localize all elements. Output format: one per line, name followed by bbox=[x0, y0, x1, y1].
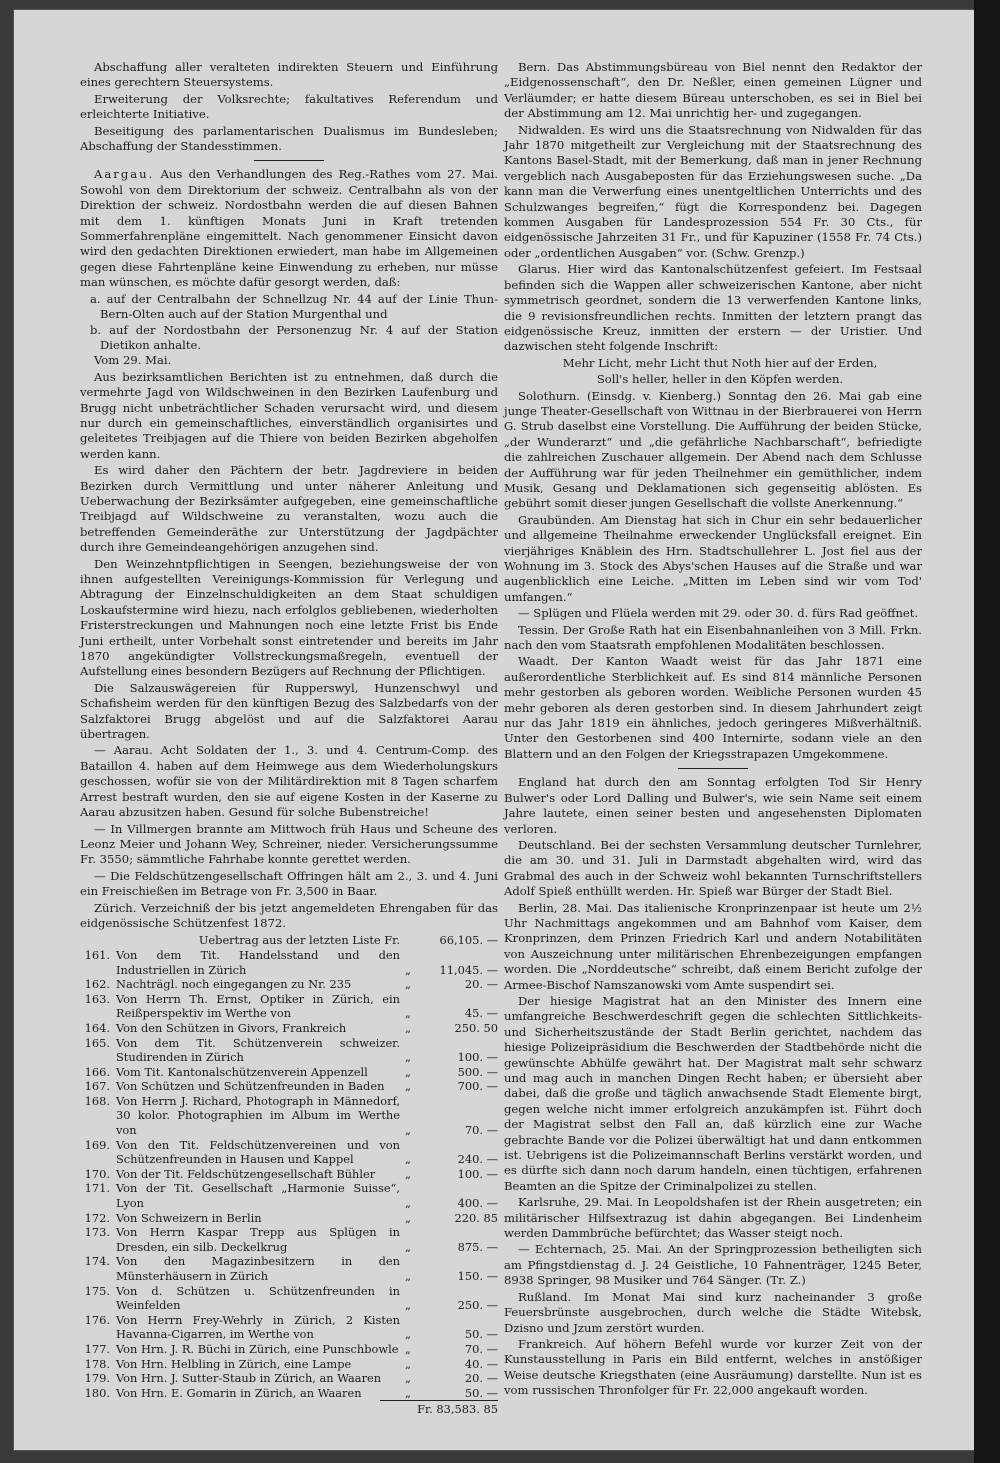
gift-amount: 150. — bbox=[457, 1269, 498, 1283]
gift-row bbox=[80, 1284, 498, 1313]
gift-amount: 250. 50 bbox=[454, 1020, 498, 1035]
gift-donor: Von Hrn. E. Gomarin in Zürich, an Waaren bbox=[116, 1385, 362, 1400]
gift-number: 177. bbox=[84, 1341, 110, 1356]
article-england: England hat durch den am Sonntag erfolgten Tod Sir Henry Bulwer's oder Lord Dalling und Bulwer's, wie sein Name seit einem Jahre lautete, einen seiner besten und angesehensten Diplomaten verloren. bbox=[504, 775, 922, 836]
gift-row bbox=[80, 1021, 498, 1036]
station-list bbox=[80, 292, 498, 354]
gift-number: 173. bbox=[84, 1225, 110, 1240]
gift-number: 175. bbox=[84, 1283, 110, 1298]
program-point-taxes: Abschaffung aller veralteten indirekten Steuern und Einführung eines gerechtern Steuersystems. bbox=[80, 60, 498, 90]
gift-row bbox=[80, 1371, 498, 1386]
article-nidwalden: Nidwalden. Es wird uns die Staatsrechnung von Nidwalden für das Jahr 1870 mitgetheilt zur Vergleichung mit der Staatsrechnung des Kantons Basel-Stadt, mit der Bemerkung, daß man in jener Rechnung vergeblich nach Ausgabeposten für das Erziehungswesen suche. „Da kann man die Verwerfung eines unentgeltlichen Unterrichts und des Schulzwanges begreifen,“ fügt die Korrespondenz bei. Dagegen kommen Ausgaben für Landesprozession 554 Fr. 30 Cts., für eidgenössische Jahrzeiten 31 Fr., und für Kapuziner (1558 Fr. 74 Cts.) oder „ordentlichen Ausgaben“ vor. (Schw. Grenzp.) bbox=[504, 122, 922, 260]
article-salz: Die Salzauswägereien für Rupperswyl, Hunzenschwyl und Schafisheim werden für den künftigen Bezug des Salzbedarfs von der Salzfaktorei Brugg abgelöst und auf die Salzfaktorei Aarau übertragen. bbox=[80, 680, 498, 742]
article-deutschland: Deutschland. Bei der sechsten Versammlung deutscher Turnlehrer, die am 30. und 31. Juli in Darmstadt abgehalten wird, wird das Grabmal des auch in der Schweiz wohl bekannten Turnschriftstellers Adolf Spieß enthüllt werden. Hr. Spieß war Bürger der Stadt Biel. bbox=[504, 837, 922, 899]
gifts-total: Fr. 83,583. 85 bbox=[380, 1400, 498, 1417]
gift-row bbox=[80, 1167, 498, 1182]
gift-donor: Von d. Schützen u. Schützenfreunden in Weinfelden bbox=[116, 1283, 400, 1313]
station-item-a: a. auf der Centralbahn der Schnellzug Nr. 44 auf der Linie Thun-Bern-Olten auch auf der Station Murgenthal und bbox=[90, 291, 498, 322]
article-graubuenden: Graubünden. Am Dienstag hat sich in Chur ein sehr bedauerlicher und allgemeine Theilnahme erweckender Unglücksfall ereignet. Ein vierjähriges Knäblein des Hrn. Stadtschullehrer L. Jost fiel aus der Wohnung im 3. Stock des Abys'schen Hauses auf die Straße und war augenblicklich eine Leiche. „Mitten im Leben sind wir vom Tod' umfangen.“ bbox=[504, 512, 922, 604]
newspaper-page bbox=[14, 10, 976, 1450]
gift-ditto: „ bbox=[405, 977, 411, 992]
gift-number: 167. bbox=[84, 1079, 110, 1094]
gift-row bbox=[80, 948, 498, 977]
article-bern: Bern. Das Abstimmungsbüreau von Biel nennt den Redaktor der „Eidgenossenschaft“, den Dr. Neßler, einen gemeinen Lügner und Verläumder; er hatte diesem Büreau unterschoben, es sei in Biel bei der Abstimmung am 12. Mai unrichtig her- und zugegangen. bbox=[504, 60, 922, 121]
gifts-carry-amount: 66,105. — bbox=[439, 933, 498, 948]
gift-number: 165. bbox=[84, 1035, 110, 1050]
gift-row bbox=[80, 977, 498, 992]
gift-amount: 250. — bbox=[457, 1298, 498, 1313]
gift-number: 168. bbox=[84, 1093, 110, 1108]
article-aarau: — Aarau. Acht Soldaten der 1., 3. und 4. Centrum-Comp. des Bataillon 4. haben auf dem Heimwege aus dem Wiederholungskurs geschossen, wofür sie von der Militärdirektion mit 8 Tagen scharfem Arrest bestraft wurden, den sie auf eigene Kosten in der Kaserne zu Aarau abzusitzen haben. Gesund für solche Bubenstreiche! bbox=[80, 743, 498, 820]
gift-donor: Von dem Tit. Schützenverein schweizer. Studirenden in Zürich bbox=[116, 1035, 400, 1065]
gift-row bbox=[80, 1079, 498, 1094]
gift-amount: 11,045. — bbox=[439, 962, 498, 977]
gift-row bbox=[80, 1181, 498, 1210]
inscription-line-2: Soll's heller, heller in den Köpfen werden. bbox=[596, 372, 844, 387]
gift-row bbox=[80, 1313, 498, 1342]
gift-number: 170. bbox=[84, 1166, 110, 1181]
gift-donor: Nachträgl. noch eingegangen zu Nr. 235 bbox=[116, 977, 352, 992]
gift-ditto: „ bbox=[405, 1079, 411, 1094]
gift-donor: Von dem Tit. Handelsstand und den Industriellen in Zürich bbox=[116, 947, 400, 977]
gift-ditto: „ bbox=[405, 1239, 411, 1254]
gift-row bbox=[80, 1225, 498, 1254]
section-divider bbox=[254, 160, 324, 161]
gift-row bbox=[80, 1138, 498, 1167]
article-karlsruhe: Karlsruhe, 29. Mai. In Leopoldshafen ist der Rhein ausgetreten; ein militärischer Hilfsextrazug ist dahin abgegangen. Bei Lindenheim werden Dammbrüche befürchtet; das Wasser steigt noch. bbox=[504, 1195, 922, 1241]
gift-amount: 100. — bbox=[457, 1050, 498, 1065]
gift-ditto: „ bbox=[405, 1385, 411, 1400]
gift-number: 171. bbox=[84, 1181, 110, 1196]
gift-ditto: „ bbox=[405, 1356, 411, 1371]
article-echternach: — Echternach, 25. Mai. An der Springprozession betheiligten sich am Pfingstdienstag d. J. 24 Geistliche, 10 Fahnenträger, 1245 Beter, 8938 Springer, 98 Musiker und 764 Sänger. (Tr. Z.) bbox=[504, 1242, 922, 1288]
article-waadt: Waadt. Der Kanton Waadt weist für das Jahr 1871 eine außerordentliche Sterblichkeit auf. Es sind 814 männliche Personen mehr gestorben als geboren worden. Weibliche Personen wurden 45 mehr geboren als deren gestorben sind. In diesem Jahrhundert zeigt nur das Jahr 1819 ein ähnliches, jedoch geringeres Mißverhältniß. Unter den Gestorbenen sind 400 Internirte, sodann viele an den Blattern und an den Folgen der Kriegsstrapazen Umgekommene. bbox=[504, 654, 922, 761]
gift-ditto: „ bbox=[405, 1006, 411, 1021]
article-spluegen: — Splügen und Flüela werden mit 29. oder 30. d. fürs Rad geöffnet. bbox=[518, 606, 919, 621]
gift-ditto: „ bbox=[405, 1371, 411, 1386]
gift-row bbox=[80, 1211, 498, 1226]
gift-ditto: „ bbox=[405, 1123, 411, 1138]
gift-number: 174. bbox=[84, 1254, 110, 1269]
gift-number: 169. bbox=[84, 1137, 110, 1152]
gift-number: 180. bbox=[84, 1385, 110, 1400]
program-point-rights: Erweiterung der Volksrechte; fakultatives Referendum und erleichterte Initiative. bbox=[80, 91, 498, 122]
article-offringen: — Die Feldschützengesellschaft Offringen hält am 2., 3. und 4. Juni ein Freischießen im Betrage von Fr. 3,500 in Baar. bbox=[80, 868, 498, 899]
gift-row bbox=[80, 1342, 498, 1357]
gift-donor: Von Hrn. Helbling in Zürich, eine Lampe bbox=[116, 1356, 352, 1371]
gift-number: 161. bbox=[84, 947, 110, 962]
gift-donor: Von den Schützen in Givors, Frankreich bbox=[116, 1020, 347, 1035]
gift-ditto: „ bbox=[405, 1210, 411, 1225]
gift-amount: 50. — bbox=[464, 1385, 498, 1400]
gift-number: 172. bbox=[84, 1210, 110, 1225]
article-tessin: Tessin. Der Große Rath hat ein Eisenbahnanleihen von 3 Mill. Frkn. nach den vom Staatsrath empfohlenen Modalitäten beschlossen. bbox=[504, 622, 922, 653]
gift-row bbox=[80, 1094, 498, 1138]
article-glarus: Glarus. Hier wird das Kantonalschützenfest gefeiert. Im Festsaal befinden sich die Wappen aller schweizerischen Kantone, aber nicht symmetrisch geordnet, sondern die 13 verwerfenden Kantone links, die 9 revisionsfreundlichen rechts. Inmitten der letztern prangt das eidgenössische Kreuz, inmitten der erstern — der Uristier. Und dazwischen steht folgende Inschrift: bbox=[504, 262, 922, 354]
gift-donor: Von Herrn Frey-Wehrly in Zürich, 2 Kisten Havanna-Cigarren, im Werthe von bbox=[116, 1312, 400, 1342]
gift-donor: Von der Tit. Gesellschaft „Harmonie Suisse“, Lyon bbox=[116, 1181, 400, 1211]
gifts-carry-row bbox=[80, 933, 498, 948]
gift-number: 163. bbox=[84, 991, 110, 1006]
gift-number: 179. bbox=[84, 1371, 110, 1386]
gift-amount: 45. — bbox=[464, 1006, 498, 1021]
gift-ditto: „ bbox=[405, 1166, 411, 1181]
gift-number: 162. bbox=[84, 977, 110, 992]
gift-amount: 70. — bbox=[464, 1123, 498, 1138]
right-column bbox=[504, 60, 922, 1400]
gift-amount: 100. — bbox=[457, 1166, 498, 1181]
gift-donor: Von Hrn. J. R. Büchi in Zürich, eine Punschbowle bbox=[116, 1341, 399, 1356]
gift-donor: Von Herrn Th. Ernst, Optiker in Zürich, ein Reißperspektiv im Werthe von bbox=[116, 991, 400, 1021]
gift-row bbox=[80, 1065, 498, 1080]
gift-ditto: „ bbox=[405, 1064, 411, 1079]
gift-row bbox=[80, 992, 498, 1021]
gift-number: 178. bbox=[84, 1356, 110, 1371]
gift-donor: Von Schützen und Schützenfreunden in Baden bbox=[116, 1079, 385, 1094]
article-frankreich: Frankreich. Auf höhern Befehl wurde vor kurzer Zeit von der Kunstausstellung in Paris ein Bild entfernt, welches in anstößiger Weise deutsche Kriegsthaten (eine Ausräumung) darstellte. Nun ist es vom russischen Thronfolger für Fr. 22,000 angekauft worden. bbox=[504, 1336, 922, 1398]
gift-amount: 20. — bbox=[464, 977, 498, 992]
gift-donor: Von Hrn. J. Sutter-Staub in Zürich, an Waaren bbox=[116, 1371, 382, 1386]
gifts-rows bbox=[80, 948, 498, 1400]
gift-ditto: „ bbox=[405, 1298, 411, 1313]
gift-number: 166. bbox=[84, 1064, 110, 1079]
article-weinzehnt: Den Weinzehntpflichtigen in Seengen, beziehungsweise der von ihnen aufgestellten Vereinigungs-Kommission für Verlegung und Abtragung der Einzelnschuldigkeiten an dem Staat schuldigen Loskaufstermine wird hiezu, nach erfolglos gebliebenen, wiederholten Fristerstreckungen und Mahnungen noch eine letzte Frist bis Ende Juni ertheilt, unter Vorbehalt sonst eintretender und bereits im Jahr 1870 angekündigter Vollstreckungsmaßregeln, eventuell der Aufstellung eines besondern Bezügers auf Rechnung der Pflichtigen. bbox=[80, 556, 498, 679]
article-aargau-heading: Aargau. bbox=[94, 167, 155, 182]
article-russland: Rußland. Im Monat Mai sind kurz nacheinander 3 große Feuersbrünste ausgebrochen, durch welche die Städte Witebsk, Dzisno und Jzum zerstört wurden. bbox=[504, 1289, 922, 1335]
gift-amount: 500. — bbox=[457, 1064, 498, 1079]
article-treibjagd: Es wird daher den Pächtern der betr. Jagdreviere in beiden Bezirken durch Vermittlung und unter näherer Anleitung und Ueberwachung der Bezirksämter aufgegeben, eine gemeinschaftliche Treibjagd auf Wildschweine zu veranstalten, wozu auch die betreffenden Gemeinderäthe zur Unterstützung der Jagdpächter durch ihre Gemeindeangehörigen anzugehen sind. bbox=[80, 463, 498, 555]
gift-amount: 70. — bbox=[464, 1341, 498, 1356]
gift-donor: Von Herrn J. Richard, Photograph in Männedorf, 30 kolor. Photographien im Album im Werthe von bbox=[116, 1093, 400, 1138]
article-aargau-text: Aus den Verhandlungen des Reg.-Rathes vom 27. Mai. Sowohl von dem Direktorium der schweiz. Centralbahn als von der Direktion der schweiz. Nordostbahn werden die auf diesen Bahnen mit dem 1. künftigen Monats Juni in Kraft tretenden Sommerfahrenpläne eingemittelt. Nach genommener Einsicht davon wird den gedachten Direktionen erwiedert, man habe im Allgemeinen gegen diese Fahrtenpläne keine Einwendung zu erheben, nur müsse man wünschen, es möchte dafür gesorgt werden, daß: bbox=[80, 167, 498, 290]
article-aargau bbox=[80, 167, 498, 290]
article-zurich-intro: Zürich. Verzeichniß der bis jetzt angemeldeten Ehrengaben für das eidgenössische Schützenfest 1872. bbox=[80, 900, 498, 930]
gift-amount: 220. 85 bbox=[454, 1210, 498, 1225]
gift-amount: 700. — bbox=[457, 1079, 498, 1094]
gift-row bbox=[80, 1357, 498, 1372]
gift-donor: Von den Magazinbesitzern in den Münsterhäusern in Zürich bbox=[116, 1254, 400, 1283]
station-item-b: b. auf der Nordostbahn der Personenzug Nr. 4 auf der Station Dietikon anhalte. bbox=[90, 322, 498, 352]
gift-donor: Vom Tit. Kantonalschützenverein Appenzell bbox=[116, 1064, 368, 1079]
gift-ditto: „ bbox=[405, 1020, 411, 1035]
gift-amount: 240. — bbox=[457, 1152, 498, 1167]
gift-donor: Von der Tit. Feldschützengesellschaft Bühler bbox=[116, 1166, 376, 1181]
article-berlin-magistrat: Der hiesige Magistrat hat an den Minister des Innern eine umfangreiche Beschwerdeschrift gegen die schlechten Sittlichkeits- und Sicherheitszustände der Stadt Berlin gerichtet, nachdem das hiesige Polizeipräsidium die Beschwerden der Stadtbehörde nicht die gewünschte Abhülfe gewährt hat. Der Magistrat malt sehr schwarz und mag auch in manchen Dingen Recht haben; er übersieht aber dabei, daß die große und täglich anwachsende Stadt Elemente birgt, gegen welche nicht immer erfolgreich anzukämpfen ist. Führt doch der Magistrat selbst den Fall an, daß kürzlich eine zur Wache gebrachte Bande vor die Polizei überwältigt hat und dann entkommen ist. Uebrigens ist die Polizeimannschaft Berlins verstärkt worden, und es dürfte sich dann noch darum handeln, einen tüchtigen, erfahrenen Beamten an die Spitze der Criminalpolizei zu stellen. bbox=[504, 993, 922, 1193]
article-villmergen: — In Villmergen brannte am Mittwoch früh Haus und Scheune des Leonz Meier und Johann Wey, Schreiner, nieder. Versicherungssumme Fr. 3550; sämmtliche Fahrhabe konnte gerettet werden. bbox=[80, 821, 498, 867]
gift-ditto: „ bbox=[405, 1196, 411, 1211]
gift-ditto: „ bbox=[405, 1341, 411, 1356]
gift-ditto: „ bbox=[405, 1327, 411, 1342]
article-berlin: Berlin, 28. Mai. Das italienische Kronprinzenpaar ist heute um 2½ Uhr Nachmittags angekommen und am Bahnhof vom Kaiser, dem Kronprinzen, dem Prinzen Friedrich Karl und andern Notabilitäten von Auszeichnung unter militärischen Ehrenbezeigungen empfangen worden. Die „Norddeutsche“ schreibt, daß einem Bericht zufolge der Armee-Bischof Namszanowski vom Amte suspendirt sei. bbox=[504, 900, 922, 992]
gift-amount: 40. — bbox=[464, 1356, 498, 1371]
gifts-table bbox=[80, 933, 498, 1400]
gift-donor: Von den Tit. Feldschützenvereinen und von Schützenfreunden in Hausen und Kappel bbox=[116, 1137, 400, 1167]
gift-ditto: „ bbox=[405, 1269, 411, 1283]
gift-amount: 50. — bbox=[464, 1327, 498, 1342]
gift-ditto: „ bbox=[405, 962, 411, 977]
article-solothurn: Solothurn. (Einsdg. v. Kienberg.) Sonntag den 26. Mai gab eine junge Theater-Gesellschaft von Wittnau in der Bierbrauerei von Herrn G. Strub daselbst eine Vorstellung. Die Aufführung der beiden Stücke, „der Wunderarzt“ und „die gefährliche Nachbarschaft“, befriedigte die zahlreichen Zuschauer allgemein. Der Abend nach dem Schlusse der Aufführung war für jeden Theilnehmer ein gemüthlicher, indem Musik, Gesang und Deklamationen sich gegenseitig ablösten. Es gebührt somit dieser jungen Gesellschaft die vollste Anerkennung.“ bbox=[504, 388, 922, 511]
gift-ditto: „ bbox=[405, 1050, 411, 1065]
article-aargau-date: Vom 29. Mai. bbox=[94, 353, 172, 368]
gift-row bbox=[80, 1036, 498, 1065]
inscription-line-1: Mehr Licht, mehr Licht thut Noth hier auf der Erden, bbox=[562, 355, 878, 370]
gift-donor: Von Herrn Kaspar Trepp aus Splügen in Dresden, ein silb. Deckelkrug bbox=[116, 1225, 400, 1254]
gift-amount: 20. — bbox=[464, 1371, 498, 1386]
section-divider bbox=[678, 768, 748, 769]
gift-number: 176. bbox=[84, 1312, 110, 1327]
gift-number: 164. bbox=[84, 1020, 110, 1035]
program-point-dualism: Beseitigung des parlamentarischen Dualismus im Bundesleben; Abschaffung der Standesstimmen. bbox=[80, 123, 498, 154]
gift-ditto: „ bbox=[405, 1152, 411, 1167]
gifts-carry-label: Uebertrag aus der letzten Liste Fr. bbox=[198, 933, 400, 948]
gift-row bbox=[80, 1254, 498, 1283]
gift-amount: 875. — bbox=[457, 1239, 498, 1254]
page-edge-shadow bbox=[974, 0, 1000, 1463]
gift-row bbox=[80, 1386, 498, 1401]
left-column bbox=[80, 60, 498, 1418]
gift-amount: 400. — bbox=[457, 1196, 498, 1211]
gift-donor: Von Schweizern in Berlin bbox=[116, 1210, 262, 1225]
article-wildschweine: Aus bezirksamtlichen Berichten ist zu entnehmen, daß durch die vermehrte Jagd von Wildschweinen in den Bezirken Laufenburg und Brugg nicht unbeträchtlicher Schaden verursacht wird, und diesem nur durch ein gemeinschaftliches, einverständlich organisirtes und geleitetes Treibjagen auf die Thiere von beiden Bezirken abgeholfen werden kann. bbox=[80, 369, 498, 461]
